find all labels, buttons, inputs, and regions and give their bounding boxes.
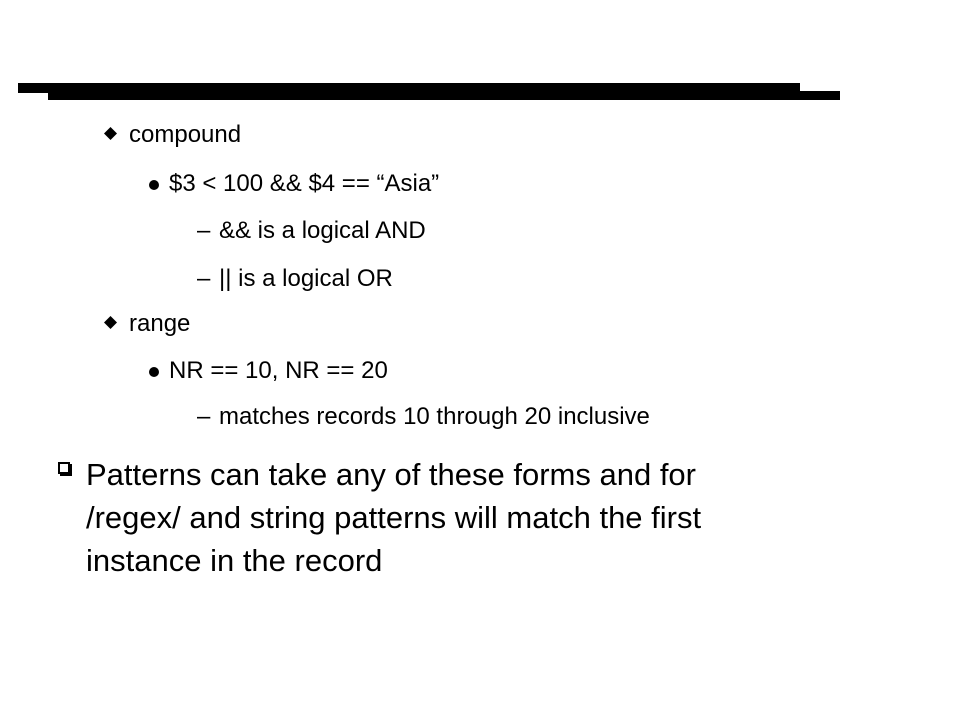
bullet-text: range — [129, 310, 191, 337]
main-point-text — [86, 453, 846, 582]
diamond-bullet-icon — [104, 316, 117, 329]
header-rule-bottom — [48, 91, 840, 100]
main-point-line: Patterns can take any of these forms and for — [86, 457, 696, 492]
bullet-text: NR == 10, NR == 20 — [169, 357, 388, 384]
dash-marker: – — [197, 217, 211, 244]
hollow-square-bullet-icon — [58, 462, 70, 474]
dot-bullet-icon — [149, 180, 159, 190]
bullet-text: || is a logical OR — [219, 265, 393, 292]
bullet-text: matches records 10 through 20 inclusive — [219, 403, 650, 430]
diamond-bullet-icon — [104, 127, 117, 140]
bullet-text: $3 < 100 && $4 == “Asia” — [169, 170, 440, 197]
bullet-text: && is a logical AND — [219, 217, 426, 244]
bullet-text: compound — [129, 121, 242, 148]
main-point-line: instance in the record — [86, 543, 383, 578]
dash-marker: – — [197, 403, 211, 430]
dot-bullet-icon — [149, 367, 159, 377]
main-point-line: /regex/ and string patterns will match the first — [86, 500, 702, 535]
dash-marker: – — [197, 265, 211, 292]
